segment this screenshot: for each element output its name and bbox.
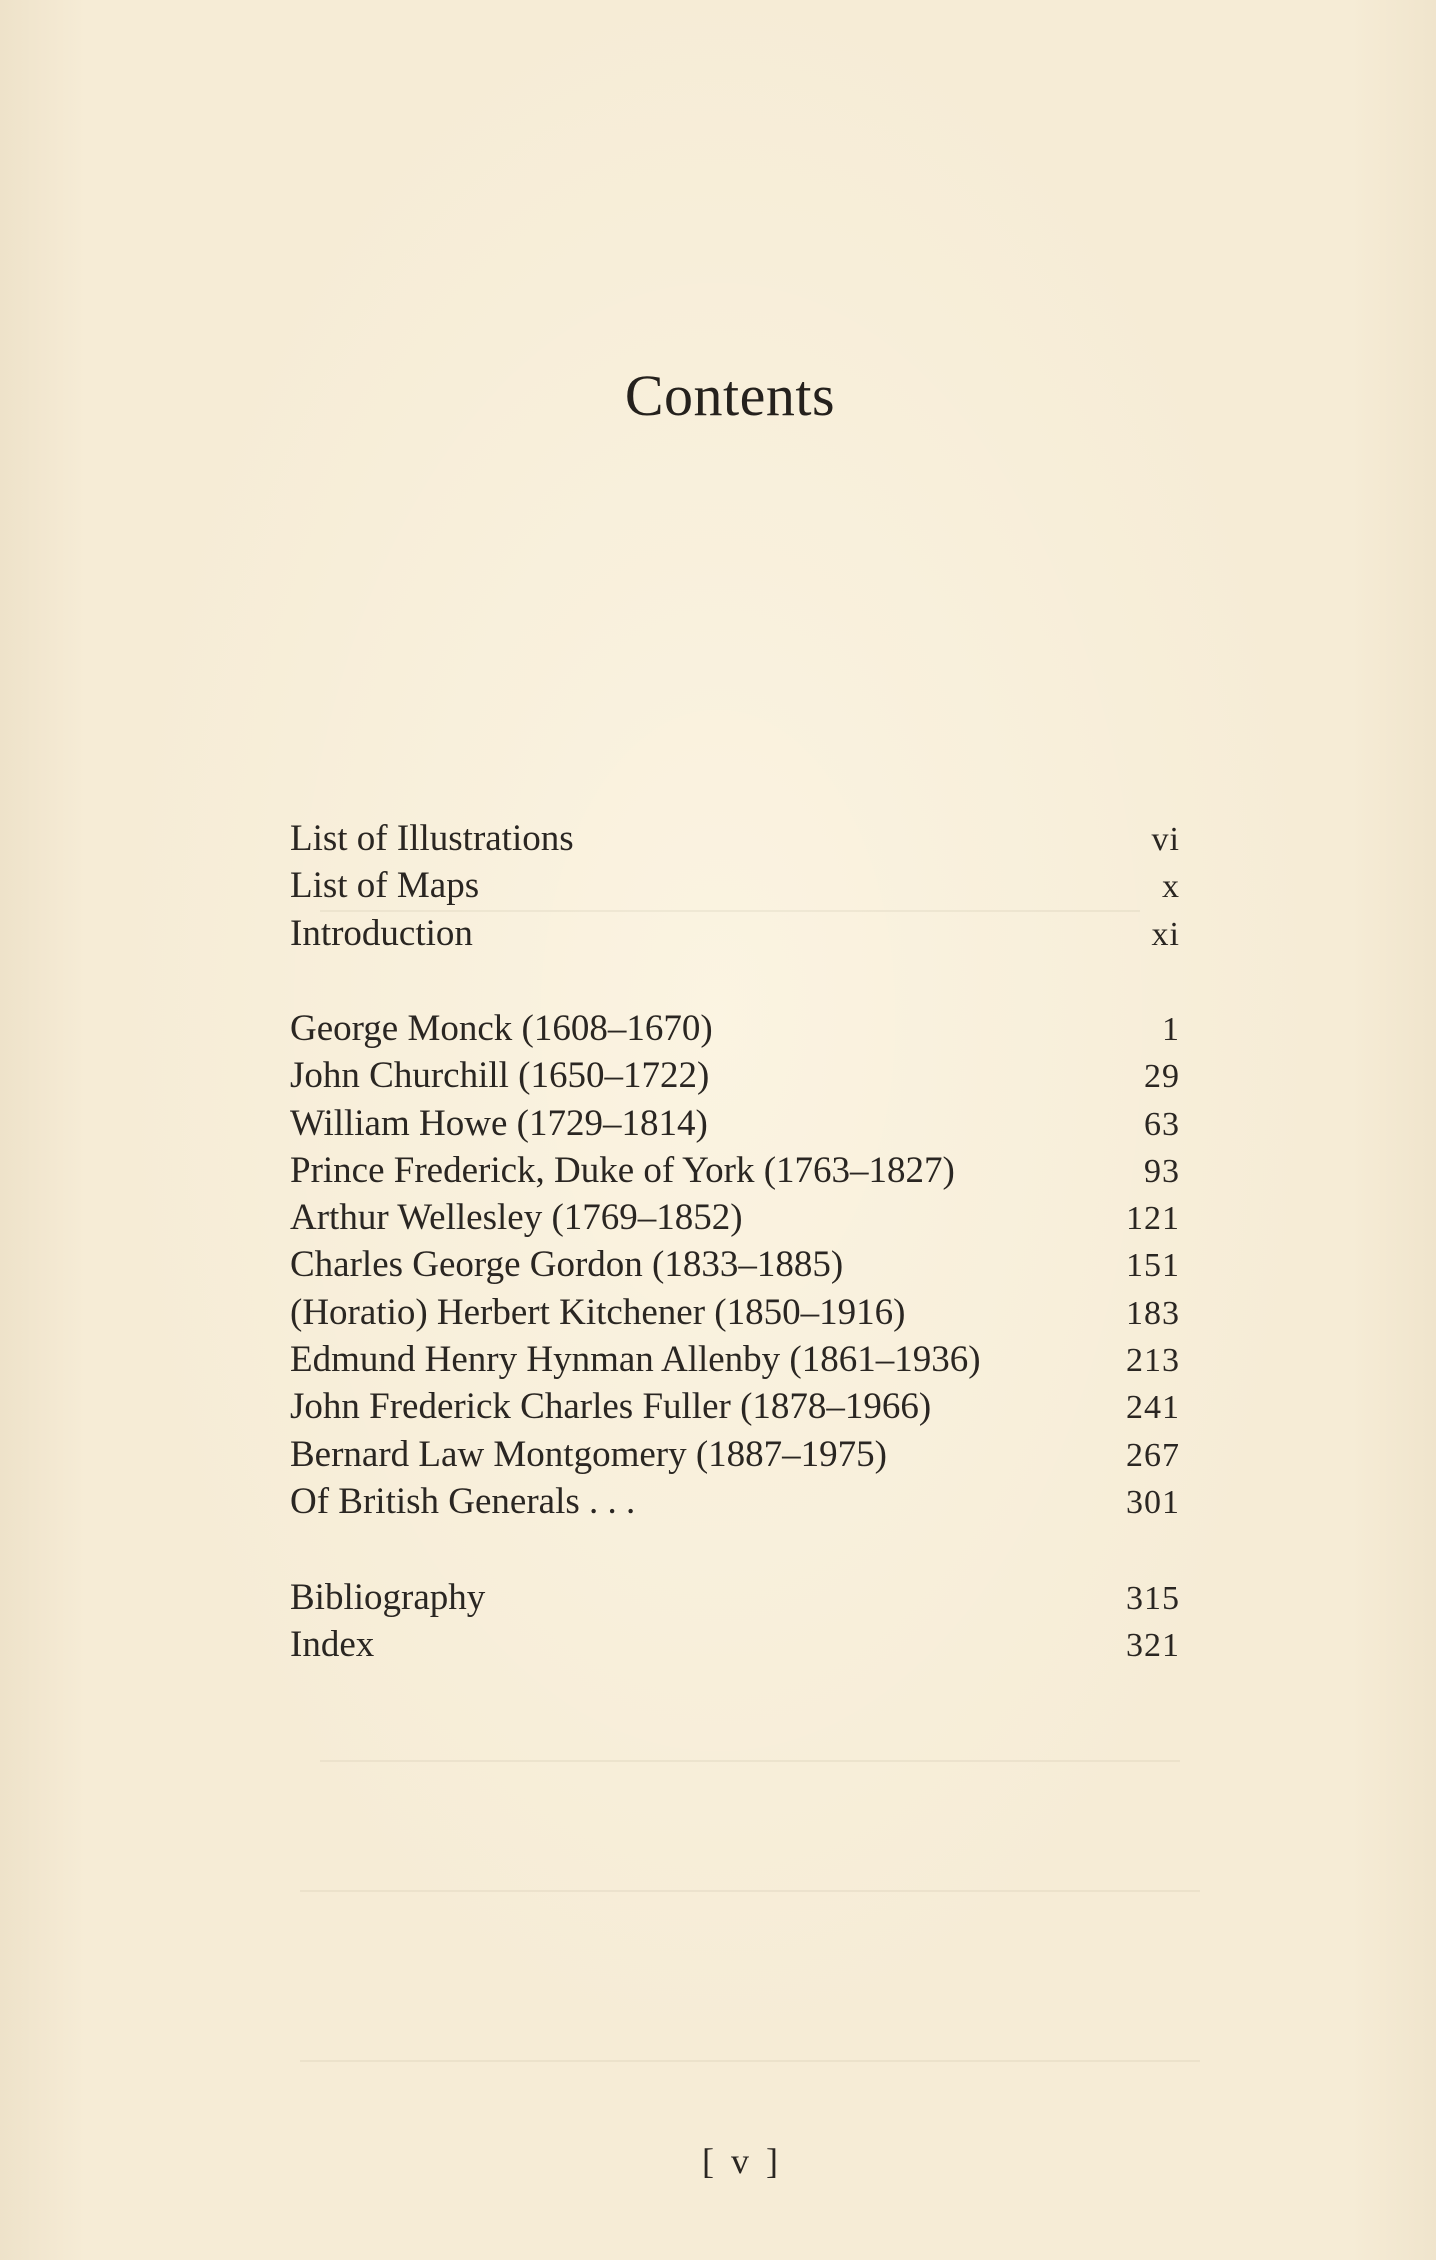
toc-entry: [290, 815, 1180, 862]
show-through-line: [300, 1890, 1200, 1892]
toc-back-matter: [290, 1574, 1180, 1669]
toc-entry-page: 315: [1126, 1580, 1180, 1617]
show-through-line: [300, 2060, 1200, 2062]
page-title: Contents: [624, 363, 836, 428]
toc-entry-label: Edmund Henry Hynman Allenby (1861–1936): [290, 1339, 981, 1381]
toc-entry: [290, 1194, 1180, 1241]
toc-entry-page: x: [1162, 868, 1180, 906]
toc-entry-label: Bernard Law Montgomery (1887–1975): [290, 1433, 888, 1475]
toc-entry-page: vi: [1151, 821, 1180, 858]
toc-entry-label: Arthur Wellesley (1769–1852): [290, 1197, 743, 1239]
toc-front-matter: [290, 815, 1180, 957]
toc-entry: [290, 1289, 1180, 1336]
toc-entry: [290, 910, 1180, 957]
toc-entry-label: John Frederick Charles Fuller (1878–1966): [290, 1386, 932, 1428]
toc-entry: [290, 1005, 1180, 1052]
toc-entry-page: 63: [1144, 1105, 1180, 1143]
toc-entry-label: Of British Generals . . .: [290, 1480, 636, 1522]
toc-entry: [290, 862, 1180, 909]
toc-entry-label: Bibliography: [290, 1577, 486, 1618]
show-through-line: [320, 1760, 1180, 1762]
toc-entry-page: 301: [1126, 1483, 1180, 1521]
toc-entry: [290, 1147, 1180, 1194]
toc-entry-page: 183: [1126, 1294, 1180, 1332]
toc-entry: [290, 1383, 1180, 1430]
toc-entry-label: John Churchill (1650–1722): [290, 1055, 710, 1097]
toc-entry-page: 213: [1126, 1342, 1180, 1380]
toc-entry-label: Introduction: [290, 912, 473, 954]
toc-entry-label: William Howe (1729–1814): [290, 1102, 708, 1144]
toc-entry: [290, 1052, 1180, 1099]
toc-entry-page: 93: [1144, 1152, 1180, 1190]
toc-entry: [290, 1336, 1180, 1383]
toc-entry: [290, 1431, 1180, 1478]
toc-entry: [290, 1574, 1180, 1621]
toc-entry: [290, 1241, 1180, 1288]
page-folio: [ v ]: [702, 2141, 782, 2181]
toc-entry-page: 1: [1162, 1011, 1180, 1048]
toc-entry-label: (Horatio) Herbert Kitchener (1850–1916): [290, 1291, 906, 1333]
toc-entry-page: 151: [1126, 1247, 1180, 1285]
toc-entry-label: Index: [290, 1624, 375, 1666]
toc-entry-page: xi: [1151, 915, 1180, 953]
toc-entry-label: Charles George Gordon (1833–1885): [290, 1244, 844, 1286]
toc-entry-page: 267: [1126, 1436, 1180, 1474]
toc-entry: [290, 1621, 1180, 1668]
toc-entry-label: Prince Frederick, Duke of York (1763–1827): [290, 1149, 955, 1191]
toc-entry-label: List of Maps: [290, 865, 480, 907]
toc-entry-page: 321: [1126, 1627, 1180, 1665]
toc-entry-page: 121: [1126, 1200, 1180, 1238]
toc-entry-label: List of Illustrations: [290, 818, 574, 859]
toc-entry-page: 29: [1144, 1058, 1180, 1096]
toc-entry: [290, 1478, 1180, 1525]
toc-entry: [290, 1100, 1180, 1147]
toc-entry-page: 241: [1126, 1389, 1180, 1427]
toc-entry-label: George Monck (1608–1670): [290, 1008, 713, 1049]
toc-chapters: [290, 1005, 1180, 1525]
